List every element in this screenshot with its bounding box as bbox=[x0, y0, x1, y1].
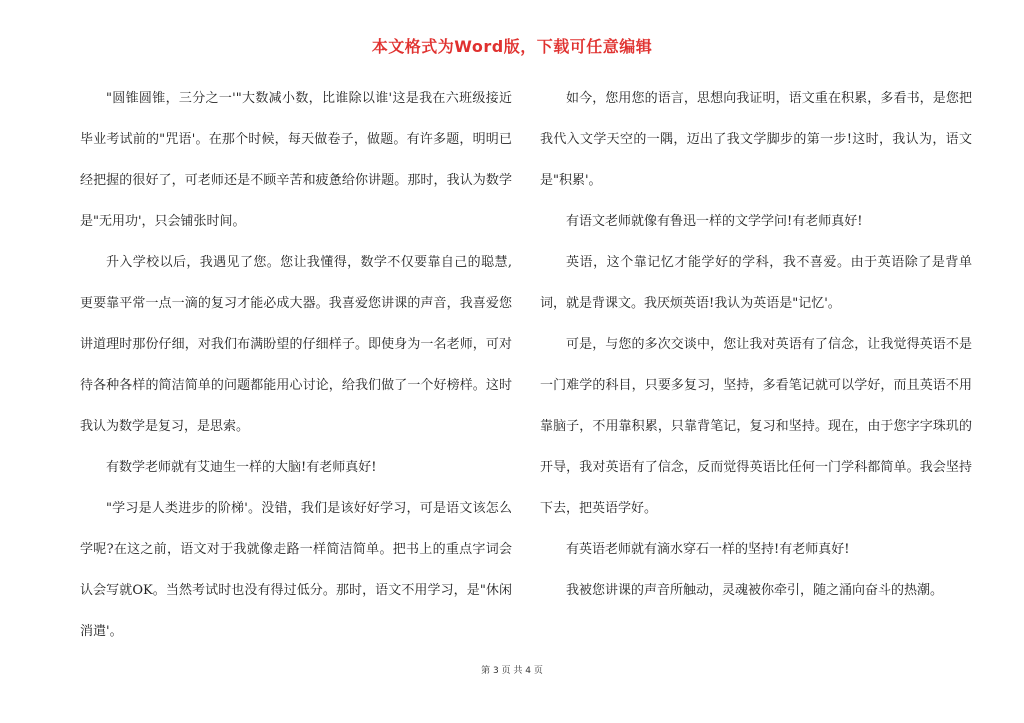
paragraph: 如今，您用您的语言，思想向我证明，语文重在积累，多看书，是您把我代入文学天空的一隅，迈出了我文学脚步的第一步!这时，我认为，语文是"积累'。 bbox=[540, 91, 972, 188]
paragraph: 有数学老师就有艾迪生一样的大脑!有老师真好! bbox=[106, 460, 377, 475]
paragraph: 英语，这个靠记忆才能学好的学科，我不喜爱。由于英语除了是背单词，就是背课文。我厌烦英语!我认为英语是"记忆'。 bbox=[540, 255, 972, 311]
paragraph: "圆锥圆锥，三分之一'"大数减小数，比谁除以谁'这是我在六班级接近毕业考试前的"咒语'。在那个时候，每天做卷子，做题。有许多题，明明已经把握的很好了，可老师还是不顾辛苦和疲惫给你讲题。那时，我认为数学是"无用功'，只会铺张时间。 bbox=[80, 91, 512, 229]
page-number: 第 3 页 共 4 页 bbox=[481, 666, 543, 676]
document-banner: 本文格式为Word版，下载可任意编辑 bbox=[371, 37, 653, 56]
paragraph: 有语文老师就像有鲁迅一样的文学学问!有老师真好! bbox=[566, 214, 863, 229]
paragraph: 升入学校以后，我遇见了您。您让我懂得，数学不仅要靠自己的聪慧,更要靠平常一点一滴的复习才能必成大器。我喜爱您讲课的声音，我喜爱您讲道理时那份仔细，对我们布满盼望的仔细样子。即使身为一名老师，可对待各种各样的简洁简单的问题都能用心讨论，给我们做了一个好榜样。这时我认为数学是复习，是思索。 bbox=[80, 255, 512, 434]
paragraph: "学习是人类进步的阶梯'。没错，我们是该好好学习，可是语文该怎么学呢?在这之前，语文对于我就像走路一样简洁简单。把书上的重点字词会认会写就OK。当然考试时也没有得过低分。那时，语文不用学习，是"休闲消遣'。 bbox=[80, 501, 512, 639]
paragraph: 我被您讲课的声音所触动，灵魂被你牵引，随之涌向奋斗的热潮。 bbox=[566, 583, 944, 598]
paragraph: 可是，与您的多次交谈中，您让我对英语有了信念，让我觉得英语不是一门难学的科目，只要多复习，坚持，多看笔记就可以学好，而且英语不用靠脑子，不用靠积累，只靠背笔记，复习和坚持。现在，由于您字字珠玑的开导，我对英语有了信念，反而觉得英语比任何一门学科都简单。我会坚持下去，把英语学好。 bbox=[540, 337, 972, 516]
left-text-column bbox=[80, 78, 512, 652]
right-text-column bbox=[540, 78, 972, 611]
paragraph: 有英语老师就有滴水穿石一样的坚持!有老师真好! bbox=[566, 542, 850, 557]
